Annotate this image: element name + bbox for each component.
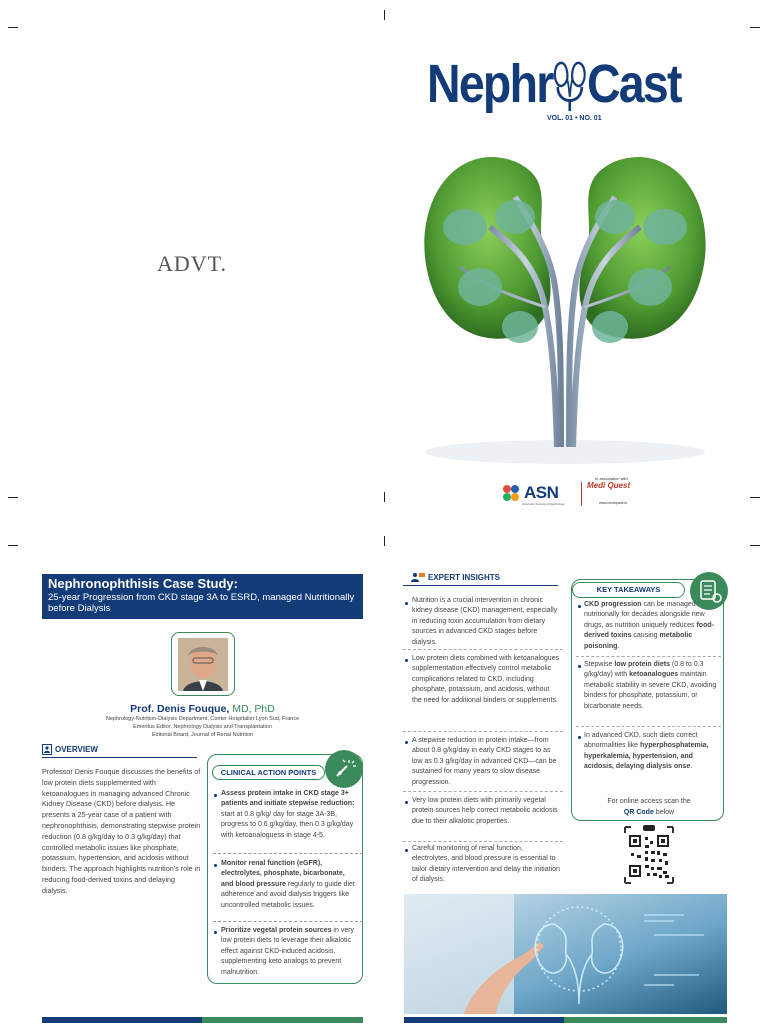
insights-page — [384, 545, 768, 1024]
author-name — [42, 703, 363, 715]
footer-band — [404, 1017, 564, 1023]
footer-band — [564, 1017, 727, 1023]
takeaway-bold: food-derived toxins — [584, 621, 714, 640]
insight-item: Nutrition is a crucial intervention in chronic kidney disease (CKD) management, especially in reducing toxin accumulation from dietary sources in advanced CKD stages before dialysis. — [412, 597, 558, 646]
action-point-text: start at 0.8 g/kg/ day for stage 3A-3B, progress to 0.6 g/kg/day, then 0.3 g/kg/day with ketoanaloguess in stage 4-5. — [221, 810, 354, 839]
takeaway-bold: metabolic poisoning — [584, 632, 693, 650]
takeaway-item — [584, 660, 724, 712]
kidney-logo-icon — [553, 57, 587, 111]
takeaway-text: (0.8 to 0.3 g/kg/day) with — [584, 661, 704, 679]
online-line2: below — [653, 808, 675, 816]
takeaway-bold: hyperphosphatemia, hyperkalemia, hypertension, and acidosis, delaying dialysis onse — [584, 742, 709, 771]
bullet — [578, 665, 581, 668]
takeaway-text: causing — [631, 632, 660, 640]
crop-mark — [8, 27, 18, 28]
title-banner — [42, 574, 363, 619]
masthead — [427, 54, 681, 114]
takeaway-text: can be managed nutritionally for decades alongside new drugs, as nutrition uniquely reduces — [584, 601, 705, 629]
action-point-bold: Assess protein intake in CKD stage 3+ patients and initiate stepwise reduction: — [221, 790, 355, 808]
author-name-text: Prof. Denis Fouque, — [130, 703, 230, 715]
qr-code-label: QR Code — [623, 808, 654, 816]
association-text: In association with — [595, 476, 628, 481]
action-point-text: regularly to guide diet adherence and avoid dialysis triggers like uncontrolled metabolic issues. — [221, 880, 355, 909]
takeaway-text: maintain metabolic stability in severe CKD, avoiding binders for phosphate, potassium, or bicarbonate needs. — [584, 671, 717, 710]
bullet — [578, 736, 581, 739]
sparkle-icon — [325, 750, 363, 788]
overview-heading — [42, 744, 98, 755]
expert-insights-heading-text: EXPERT INSIGHTS — [428, 572, 501, 582]
case-study-page — [0, 545, 384, 1024]
takeaway-bold: ketoanalogues — [629, 671, 679, 679]
crop-mark — [750, 27, 760, 28]
asn-text: ASN — [524, 483, 559, 502]
clinical-action-points-heading: CLINICAL ACTION POINTS — [212, 765, 325, 780]
insight-item: A stepwise reduction in protein intake—from about 0.8 g/kg/day in early CKD stages to as low as 0.3 g/kg/day in advanced CKD—can be sustained for many years to slow disease progression. — [412, 737, 557, 786]
asn-logo — [502, 483, 558, 503]
magazine-cover — [385, 27, 748, 506]
action-point — [221, 789, 359, 841]
action-point-bold: Monitor renal function (eGFR), electrolytes, phosphate, bicarbonate, and blood pressure — [221, 860, 345, 888]
overview-text: Professor Denis Fouque discusses the benefits of low protein diets supplemented with ketoanalogues in managing advanced Chronic Kidney Disease (CKD) before dialysis. He presents a 25-year case of a patient with nephronophthisis, demonstrating stepwise protein reduction (0.8 g/kg/day to 0.3 g/kg/day) that controlled metabolic issues like phosphate, potassium, hypertension, and acidosis without binders. The approach highlights nutrition's role in reducing food-derived toxins and delaying dialysis. — [42, 767, 201, 895]
takeaway-item — [584, 731, 724, 773]
author-affiliation: Emeritus Editor, Nephrology Dialysis and Transplantation — [133, 724, 272, 730]
author-degrees: MD, PhD — [229, 703, 275, 715]
insight-item: Careful monitoring of renal function, electrolytes, and blood pressure is essential to tailor dietary intervention and delay the initiation of dialysis. — [412, 845, 560, 884]
overview-heading-text: OVERVIEW — [55, 745, 98, 754]
takeaway-text: In advanced CKD, such diets correct abnormalities like — [584, 732, 698, 750]
dashed-divider — [403, 841, 563, 842]
masthead-left: Nephr — [427, 54, 553, 114]
action-point-text: in very low protein diets to leverage their alkalotic effect against CKD-induced acidosis, supplementing keto analogs to prevent malnutrition. — [221, 927, 355, 976]
bullet — [405, 602, 408, 605]
expert-icon — [411, 572, 425, 582]
bullet — [405, 741, 408, 744]
article-subtitle: 25-year Progression from CKD stage 3A to ESRD, managed Nutritionally before Dialysis — [48, 592, 355, 614]
online-access-note — [579, 797, 719, 818]
footer-band — [42, 1017, 202, 1023]
article-title: Nephronophthisis Case Study: — [48, 576, 238, 591]
takeaway-bold: low protein diets — [614, 661, 670, 668]
author-affiliation: Editorial Board, Journal of Renal Nutrition — [151, 732, 254, 738]
bullet — [405, 659, 408, 662]
action-point — [221, 926, 365, 978]
takeaway-text: . — [617, 642, 620, 650]
qr-code[interactable] — [621, 825, 677, 885]
asn-subtitle: American Society of Nephrology — [522, 502, 565, 506]
dashed-divider — [213, 853, 363, 854]
takeaway-text: Stepwise — [584, 661, 615, 668]
bullet — [214, 864, 217, 867]
takeaway-bold: CKD progression — [584, 601, 642, 608]
action-point — [221, 859, 359, 911]
bullet — [214, 794, 217, 797]
bullet — [214, 931, 217, 934]
mediquest-url: www.mediquest.in — [599, 501, 628, 505]
takeaway-item — [584, 600, 724, 652]
bullet — [578, 605, 581, 608]
advt-label: ADVT. — [157, 251, 227, 276]
mediquest-logo: Medi Quest — [587, 481, 631, 490]
author-affiliation: Nephrology-Nutrition-Dialysis Department, Center Hospitalier Lyon Sud, France — [105, 716, 300, 722]
dashed-divider — [576, 656, 721, 657]
asn-logo-icon — [502, 484, 520, 502]
crop-mark — [750, 497, 760, 498]
expert-insights-heading — [411, 572, 500, 582]
action-point-bold: Prioritize vegetal protein sources — [221, 927, 332, 934]
dashed-divider — [403, 731, 563, 732]
kidney-tree-illustration — [405, 147, 725, 467]
key-takeaways-heading: KEY TAKEAWAYS — [572, 582, 685, 598]
volume-number: VOL. 01 • NO. 01 — [547, 115, 602, 122]
dashed-divider — [403, 791, 563, 792]
document-icon — [42, 744, 52, 755]
logo-divider — [581, 482, 582, 506]
dashed-divider — [576, 726, 721, 727]
masthead-right: Cast — [586, 54, 681, 114]
online-line1: For online access scan the — [607, 798, 691, 805]
divider — [403, 585, 558, 586]
crop-mark — [384, 10, 385, 20]
bullet — [405, 801, 408, 804]
doctor-kidney-hologram-image — [404, 894, 727, 1014]
takeaway-text: . — [690, 763, 693, 771]
insight-item: Very low protein diets with primarily vegetal protein sources help correct metabolic acidosis due to their alkalotic properties. — [412, 797, 558, 825]
footer-band — [202, 1017, 363, 1023]
advertisement-placeholder — [0, 30, 384, 498]
bullet — [405, 849, 408, 852]
dashed-divider — [403, 649, 563, 650]
divider — [42, 757, 197, 758]
author-photo — [178, 638, 228, 691]
insight-item: Low protein diets combined with ketoanalogues supplementation effectively control metabolic complications related to CKD, including phosphate, potassium, and acidosis, without the need for additional binders or supplements. — [412, 655, 560, 704]
dashed-divider — [213, 921, 363, 922]
